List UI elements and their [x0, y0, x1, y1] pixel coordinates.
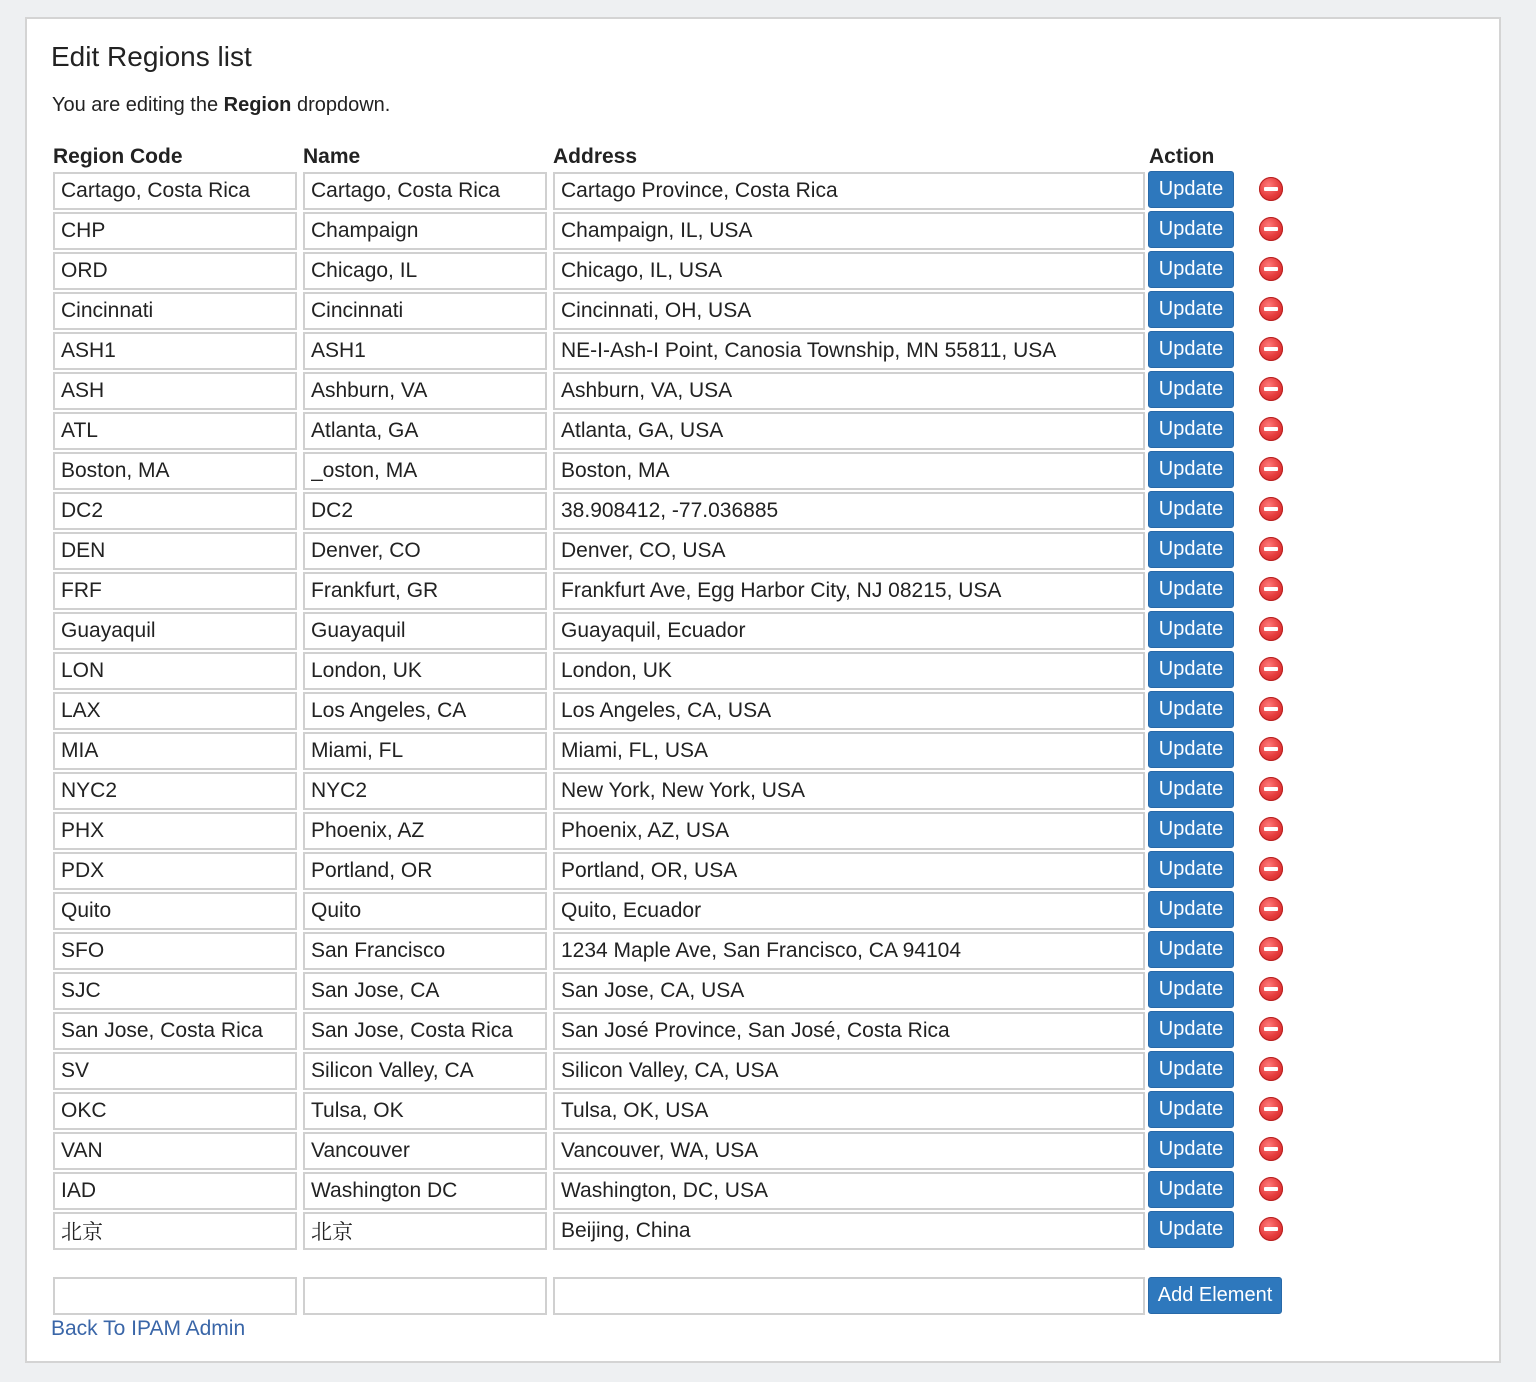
- update-button[interactable]: Update: [1148, 971, 1234, 1008]
- region-code-input[interactable]: [53, 1132, 297, 1170]
- new-region-code-input[interactable]: [53, 1277, 297, 1315]
- region-address-input[interactable]: [553, 772, 1145, 810]
- update-button[interactable]: Update: [1148, 171, 1234, 208]
- region-name-input[interactable]: [303, 332, 547, 370]
- update-button[interactable]: Update: [1148, 891, 1234, 928]
- subtitle-prefix: You are editing the: [52, 94, 224, 116]
- region-name-input[interactable]: [303, 572, 547, 610]
- minus-circle-icon[interactable]: [1259, 457, 1283, 481]
- region-name-input[interactable]: [303, 492, 547, 530]
- minus-circle-icon[interactable]: [1259, 377, 1283, 401]
- region-code-input[interactable]: [53, 332, 297, 370]
- region-address-input[interactable]: [553, 892, 1145, 930]
- minus-circle-icon[interactable]: [1259, 417, 1283, 441]
- region-code-input[interactable]: [53, 532, 297, 570]
- region-code-input[interactable]: [53, 732, 297, 770]
- header-region-code: Region Code: [53, 145, 183, 168]
- minus-circle-icon[interactable]: [1259, 497, 1283, 521]
- region-code-input[interactable]: [53, 772, 297, 810]
- minus-circle-icon[interactable]: [1259, 257, 1283, 281]
- region-address-input[interactable]: [553, 212, 1145, 250]
- region-code-input[interactable]: [53, 372, 297, 410]
- region-name-input[interactable]: [303, 252, 547, 290]
- region-name-input[interactable]: [303, 772, 547, 810]
- region-code-input[interactable]: [53, 572, 297, 610]
- region-address-input[interactable]: [553, 1212, 1145, 1250]
- region-code-input[interactable]: [53, 852, 297, 890]
- minus-circle-icon[interactable]: [1259, 977, 1283, 1001]
- update-button[interactable]: Update: [1148, 931, 1234, 968]
- region-address-input[interactable]: [553, 812, 1145, 850]
- minus-circle-icon[interactable]: [1259, 1137, 1283, 1161]
- region-name-input[interactable]: [303, 212, 547, 250]
- region-name-input[interactable]: [303, 692, 547, 730]
- update-button[interactable]: Update: [1148, 1171, 1234, 1208]
- minus-circle-icon[interactable]: [1259, 537, 1283, 561]
- minus-circle-icon[interactable]: [1259, 217, 1283, 241]
- minus-circle-icon[interactable]: [1259, 657, 1283, 681]
- region-address-input[interactable]: [553, 612, 1145, 650]
- region-address-input[interactable]: [553, 692, 1145, 730]
- region-address-input[interactable]: [553, 532, 1145, 570]
- region-name-input[interactable]: [303, 1052, 547, 1090]
- update-button[interactable]: Update: [1148, 451, 1234, 488]
- page-subtitle: [52, 94, 390, 117]
- region-code-input[interactable]: [53, 1172, 297, 1210]
- region-code-input[interactable]: [53, 612, 297, 650]
- update-button[interactable]: Update: [1148, 851, 1234, 888]
- minus-circle-icon[interactable]: [1259, 777, 1283, 801]
- region-code-input[interactable]: [53, 652, 297, 690]
- region-name-input[interactable]: [303, 892, 547, 930]
- update-button[interactable]: Update: [1148, 531, 1234, 568]
- header-action: Action: [1149, 145, 1215, 168]
- minus-circle-icon[interactable]: [1259, 337, 1283, 361]
- update-button[interactable]: Update: [1148, 251, 1234, 288]
- page-title: Edit Regions list: [51, 41, 252, 72]
- region-address-input[interactable]: [553, 932, 1145, 970]
- region-name-input[interactable]: [303, 412, 547, 450]
- region-address-input[interactable]: [553, 492, 1145, 530]
- update-button[interactable]: Update: [1148, 1051, 1234, 1088]
- update-button[interactable]: Update: [1148, 1211, 1234, 1248]
- region-code-input[interactable]: [53, 932, 297, 970]
- region-code-input[interactable]: [53, 252, 297, 290]
- region-name-input[interactable]: [303, 172, 547, 210]
- minus-circle-icon[interactable]: [1259, 177, 1283, 201]
- subtitle-dropdown-name: Region: [223, 94, 292, 116]
- region-name-input[interactable]: [303, 372, 547, 410]
- minus-circle-icon[interactable]: [1259, 897, 1283, 921]
- region-code-input[interactable]: [53, 1052, 297, 1090]
- region-code-input[interactable]: [53, 492, 297, 530]
- region-name-input[interactable]: [303, 972, 547, 1010]
- new-region-address-input[interactable]: [553, 1277, 1145, 1315]
- region-name-input[interactable]: [303, 1212, 547, 1250]
- region-name-input[interactable]: [303, 1132, 547, 1170]
- region-address-input[interactable]: [553, 332, 1145, 370]
- edit-regions-panel: [25, 17, 1501, 1363]
- region-code-input[interactable]: [53, 412, 297, 450]
- update-button[interactable]: Update: [1148, 571, 1234, 608]
- region-name-input[interactable]: [303, 452, 547, 490]
- region-code-input[interactable]: [53, 692, 297, 730]
- update-button[interactable]: Update: [1148, 771, 1234, 808]
- region-address-input[interactable]: [553, 372, 1145, 410]
- region-address-input[interactable]: [553, 292, 1145, 330]
- header-name: Name: [303, 145, 361, 168]
- region-name-input[interactable]: [303, 732, 547, 770]
- update-button[interactable]: Update: [1148, 691, 1234, 728]
- region-code-input[interactable]: [53, 1012, 297, 1050]
- region-code-input[interactable]: [53, 172, 297, 210]
- minus-circle-icon[interactable]: [1259, 1177, 1283, 1201]
- new-region-name-input[interactable]: [303, 1277, 547, 1315]
- region-address-input[interactable]: [553, 1132, 1145, 1170]
- region-code-input[interactable]: [53, 212, 297, 250]
- minus-circle-icon[interactable]: [1259, 1217, 1283, 1241]
- region-name-input[interactable]: [303, 292, 547, 330]
- region-code-input[interactable]: [53, 452, 297, 490]
- back-to-ipam-admin-link[interactable]: Back To IPAM Admin: [51, 1317, 246, 1340]
- minus-circle-icon[interactable]: [1259, 937, 1283, 961]
- update-button[interactable]: Update: [1148, 491, 1234, 528]
- update-button[interactable]: Update: [1148, 291, 1234, 328]
- region-code-input[interactable]: [53, 892, 297, 930]
- update-button[interactable]: Update: [1148, 611, 1234, 648]
- region-address-input[interactable]: [553, 572, 1145, 610]
- subtitle-suffix: dropdown.: [291, 94, 391, 116]
- region-address-input[interactable]: [553, 652, 1145, 690]
- region-name-input[interactable]: [303, 1172, 547, 1210]
- minus-circle-icon[interactable]: [1259, 577, 1283, 601]
- minus-circle-icon[interactable]: [1259, 857, 1283, 881]
- region-address-input[interactable]: [553, 732, 1145, 770]
- region-address-input[interactable]: [553, 1052, 1145, 1090]
- minus-circle-icon[interactable]: [1259, 297, 1283, 321]
- update-button[interactable]: Update: [1148, 331, 1234, 368]
- minus-circle-icon[interactable]: [1259, 1017, 1283, 1041]
- header-address: Address: [553, 145, 638, 168]
- update-button[interactable]: Update: [1148, 651, 1234, 688]
- region-address-input[interactable]: [553, 852, 1145, 890]
- region-address-input[interactable]: [553, 412, 1145, 450]
- minus-circle-icon[interactable]: [1259, 697, 1283, 721]
- region-address-input[interactable]: [553, 1092, 1145, 1130]
- region-address-input[interactable]: [553, 452, 1145, 490]
- update-button[interactable]: Update: [1148, 731, 1234, 768]
- region-code-input[interactable]: [53, 812, 297, 850]
- region-name-input[interactable]: [303, 652, 547, 690]
- minus-circle-icon[interactable]: [1259, 1097, 1283, 1121]
- region-address-input[interactable]: [553, 1172, 1145, 1210]
- update-button[interactable]: Update: [1148, 811, 1234, 848]
- update-button[interactable]: Update: [1148, 1131, 1234, 1168]
- region-address-input[interactable]: [553, 1012, 1145, 1050]
- region-code-input[interactable]: [53, 972, 297, 1010]
- minus-circle-icon[interactable]: [1259, 737, 1283, 761]
- region-name-input[interactable]: [303, 1012, 547, 1050]
- region-address-input[interactable]: [553, 172, 1145, 210]
- region-name-input[interactable]: [303, 532, 547, 570]
- minus-circle-icon[interactable]: [1259, 817, 1283, 841]
- region-name-input[interactable]: [303, 852, 547, 890]
- update-button[interactable]: Update: [1148, 211, 1234, 248]
- minus-circle-icon[interactable]: [1259, 1057, 1283, 1081]
- region-code-input[interactable]: [53, 1092, 297, 1130]
- region-name-input[interactable]: [303, 932, 547, 970]
- minus-circle-icon[interactable]: [1259, 617, 1283, 641]
- update-button[interactable]: Update: [1148, 1011, 1234, 1048]
- region-address-input[interactable]: [553, 972, 1145, 1010]
- update-button[interactable]: Update: [1148, 371, 1234, 408]
- region-code-input[interactable]: [53, 292, 297, 330]
- region-name-input[interactable]: [303, 1092, 547, 1130]
- region-name-input[interactable]: [303, 812, 547, 850]
- region-address-input[interactable]: [553, 252, 1145, 290]
- region-code-input[interactable]: [53, 1212, 297, 1250]
- update-button[interactable]: Update: [1148, 1091, 1234, 1128]
- add-element-button[interactable]: Add Element: [1148, 1277, 1282, 1314]
- update-button[interactable]: Update: [1148, 411, 1234, 448]
- region-name-input[interactable]: [303, 612, 547, 650]
